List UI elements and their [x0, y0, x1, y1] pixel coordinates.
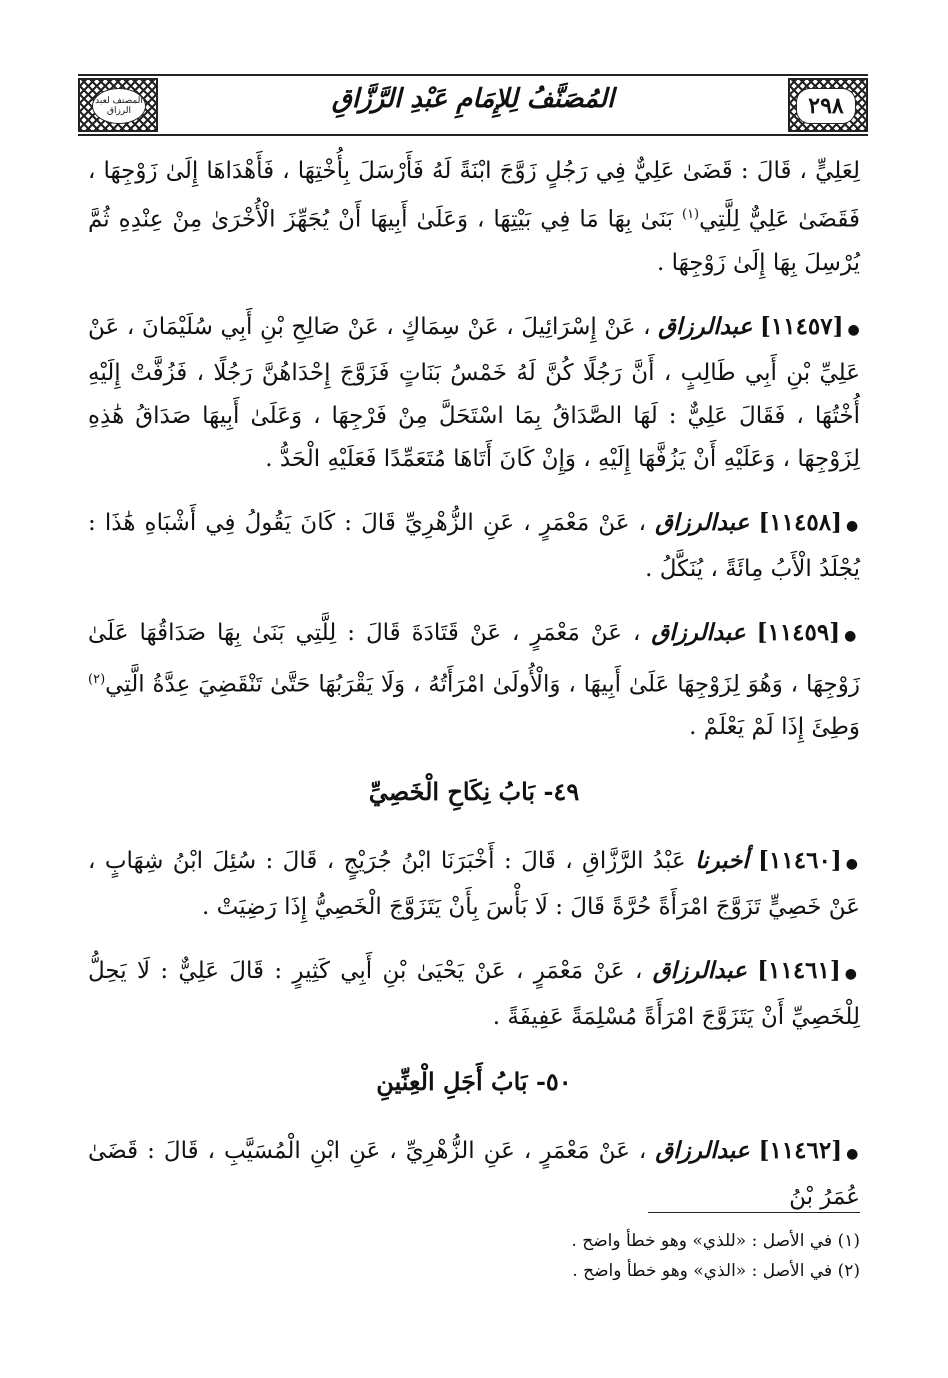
source-name: عبدالرزاق	[652, 957, 747, 985]
bullet-icon: ●	[847, 321, 860, 338]
paragraph-text: ، عَنْ مَعْمَرٍ ، عَنِ الزُّهْرِيِّ قَالَ : كَانَ يَقُولُ فِي أَشْبَاهِ هَٰذَا : يُجْلَدُ الْأَبُ مِائَةً ، يُنَكَّلُ .	[88, 509, 860, 582]
hadith-number: [١١٤٥٩]	[756, 618, 841, 646]
source-name: عبدالرزاق	[655, 508, 750, 536]
running-title: المُصَنَّفُ لِلإِمَامِ عَبْدِ الرَّزَّاقِ	[331, 84, 615, 114]
header-bottom-rule	[78, 134, 868, 136]
paragraph-text: وَطِئَ إِذَا لَمْ يَعْلَمْ .	[689, 714, 860, 741]
main-text	[88, 150, 860, 1239]
hadith-11461	[88, 949, 860, 1039]
source-name: عبدالرزاق	[651, 618, 746, 646]
hadith-number: [١١٤٦٢]	[758, 1137, 843, 1165]
hadith-number: [١١٤٦١]	[757, 957, 841, 985]
paragraph-text: لِعَلِيٍّ ، قَالَ : قَضَىٰ عَلِيٌّ فِي رَجُلٍ زَوَّجَ ابْنَةً لَهُ فَأَرْسَلَ بِأُخْتِهَا ، فَأَهْدَاهَا إِلَىٰ زَوْجِهَا ، فَقَضَىٰ عَلِيٌّ لِلَّتِي	[88, 158, 860, 233]
header-ornament-left	[78, 78, 158, 132]
hadith-11459	[88, 611, 860, 750]
paragraph-text: ، عَنْ مَعْمَرٍ ، عَنْ يَحْيَىٰ بْنِ أَبِي كَثِيرٍ : قَالَ عَلِيٌّ : لَا يَحِلُّ لِلْخَصِيِّ أَنْ يَتَزَوَّجَ امْرَأَةً مُسْلِمَةً عَفِيفَةً .	[88, 958, 860, 1031]
paragraph-text: ، عَنْ إِسْرَائِيلَ ، عَنْ سِمَاكٍ ، عَنْ صَالِحِ بْنِ أَبِي سُلَيْمَانَ ، عَنْ عَلِيِّ بْنِ أَبِي طَالِبٍ ، أَنَّ رَجُلًا كُنَّ لَهُ خَمْسُ بَنَاتٍ فَزَوَّجَ إِحْدَاهُنَّ رَجُلًا ، فَزُفَّتْ إِلَيْهِ أُخْتُهَا ، فَقَالَ عَلِيٌّ : لَهَا الصَّدَاقُ بِمَا اسْتَحَلَّ مِنْ فَرْجِهَا ، وَعَلَىٰ أَبِيهَا صَدَاقُ هَٰذِهِ لِزَوْجِهَا ، وَعَلَيْهِ أَنْ يَزُفَّهَا إِلَيْهِ ، وَإِنْ كَانَ أَتَاهَا مُتَعَمِّدًا فَعَلَيْهِ الْحَدُّ .	[88, 313, 860, 472]
hadith-11457	[88, 305, 860, 481]
paragraph-continued	[88, 150, 860, 285]
hadith-11460	[88, 839, 860, 929]
header-ornament-right	[788, 78, 868, 132]
hadith-number: [١١٤٥٨]	[758, 508, 842, 536]
footnote-2: (٢) في الأصل : «الذي» وهو خطأ واضح .	[572, 1261, 860, 1281]
bullet-icon: ●	[844, 966, 861, 983]
bullet-icon: ●	[846, 1146, 861, 1163]
seal-logo: المصنف لعبد الرزاق	[92, 88, 146, 124]
paragraph-text: ، عَنْ مَعْمَرٍ ، عَنْ قَتَادَةَ قَالَ : لِلَّتِي بَنَىٰ بِهَا صَدَاقُهَا عَلَىٰ زَوْجِهَا ، وَهُوَ لِزَوْجِهَا عَلَىٰ أَبِيهَا ، وَالْأُولَىٰ امْرَأَتُهُ ، وَلَا يَقْرَبُهَا حَتَّىٰ تَنْقَضِيَ عِدَّةُ الَّتِي	[88, 619, 860, 698]
chapter-heading-49: ٤٩- بَابُ نِكَاحِ الْخَصِيِّ	[368, 777, 580, 807]
running-header	[78, 74, 868, 136]
footnote-1: (١) في الأصل : «للذي» وهو خطأ واضح .	[571, 1231, 860, 1251]
footnote-separator	[648, 1212, 860, 1213]
header-top-rule	[78, 74, 868, 76]
hadith-11462	[88, 1129, 860, 1219]
source-name: عبدالرزاق	[658, 312, 753, 340]
source-name: عبدالرزاق	[655, 1137, 750, 1165]
bullet-icon: ●	[845, 856, 861, 873]
source-name: أخبرنا	[695, 847, 749, 875]
paragraph-text: عَبْدُ الرَّزَّاقِ ، قَالَ : أَخْبَرَنَا ابْنُ جُرَيْجٍ ، قَالَ : سُئِلَ ابْنُ شِهَابٍ ، عَنْ خَصِيٍّ تَزَوَّجَ امْرَأَةً حُرَّةً قَالَ : لَا بَأْسَ بِأَنْ يَتَزَوَّجَ الْخَصِيُّ إِذَا رَضِيَتْ .	[88, 848, 860, 921]
paragraph-text: بَنَىٰ بِهَا مَا فِي بَيْتِهَا ، وَعَلَىٰ أَبِيهَا أَنْ يُجَهِّزَ الْأُخْرَىٰ مِنْ عِنْدِهِ ثُمَّ يُرْسِلَ بِهَا إِلَىٰ زَوْجِهَا .	[88, 206, 860, 276]
hadith-11458	[88, 501, 860, 591]
paragraph-text: ، عَنْ مَعْمَرٍ ، عَنِ الزُّهْرِيِّ ، عَنِ ابْنِ الْمُسَيَّبِ ، قَالَ : قَضَىٰ عُمَرُ بْنُ	[88, 1138, 860, 1211]
bullet-icon: ●	[844, 627, 861, 644]
footnotes	[88, 1226, 860, 1286]
bullet-icon: ●	[846, 517, 861, 534]
hadith-number: [١١٤٥٧]	[759, 312, 844, 340]
footnote-marker: (٢)	[88, 671, 106, 687]
chapter-heading-50: ٥٠- بَابُ أَجَلِ الْعِنِّينِ	[376, 1067, 572, 1097]
footnote-marker: (١)	[681, 207, 700, 222]
hadith-number: [١١٤٦٠]	[758, 847, 842, 875]
page-number: ٢٩٨	[796, 88, 856, 124]
